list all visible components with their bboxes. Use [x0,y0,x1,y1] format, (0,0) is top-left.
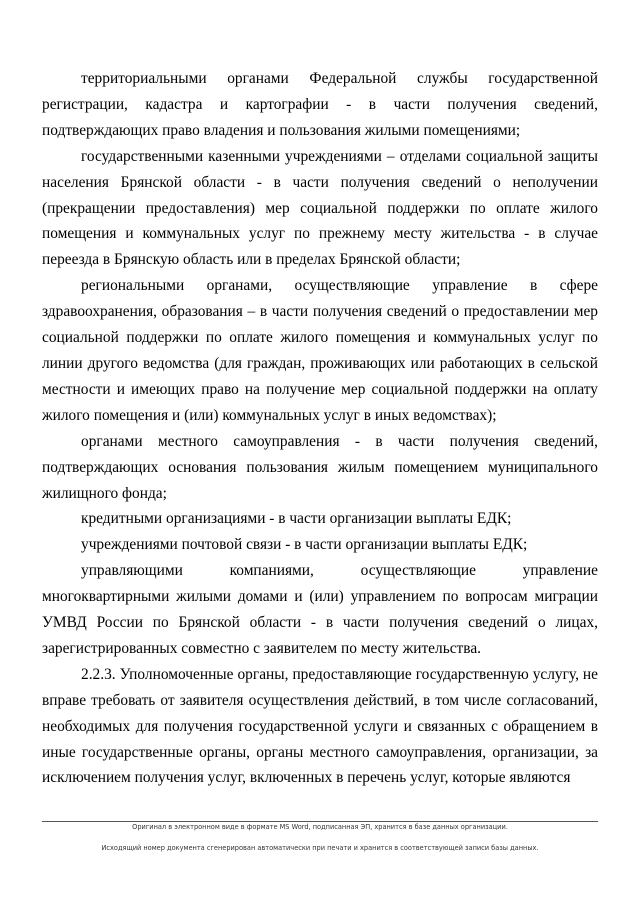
footer-divider [42,821,598,822]
paragraph-postal-service: учреждениями почтовой связи - в части организации выплаты ЕДК; [81,536,528,554]
paragraph-section-2-2-3: 2.2.3. Уполномоченные органы, предоставляющие государственную услугу, не вправе требовать от заявителя осуществления действий, в том числе согласований, необходимых для получения государственной услуги и связанных с обращением в иные государственные органы, органы местного самоуправления, организации, за исключением получения услуг, включенных в перечень услуг, которые являются [42,665,598,787]
paragraph-rosreestr: территориальными органами Федеральной службы государственной регистрации, кадастра и картографии - в части получения сведений, подтверждающих право владения и пользования жилыми помещениями; [42,70,598,139]
paragraph-social-protection: государственными казенными учреждениями – отделами социальной защиты населения Брянской области - в части получения сведений о неполучении (прекращении предоставления) мер социальной поддержки по оплате жилого помещения и коммунальных услуг по прежнему месту жительства - в случае переезда в Брянскую область или в пределах Брянской области; [42,147,598,269]
document-body [42,66,598,791]
footer-outgoing-number-note: Исходящий номер документа сгенерирован автоматически при печати и хранится в соответствующей записи базы данных. [101,844,539,852]
paragraph-management-companies: управляющими компаниями, осуществляющие управление многоквартирными жилыми домами и (или) управлением по вопросам миграции УМВД России по Брянской области - в части получения сведений о лицах, зарегистрированных совместно с заявителем по месту жительства. [42,562,598,657]
paragraph-local-government: органами местного самоуправления - в части получения сведений, подтверждающих основания пользования жилым помещением муниципального жилищного фонда; [42,432,598,502]
footer-original-note: Оригинал в электронном виде в формате MS Word, подписанная ЭП, хранится в базе данных организации. [132,823,508,831]
paragraph-regional-health-education: региональными органами, осуществляющие управление в сфере здравоохранения, образования – в части получения сведений о предоставлении мер социальной поддержки по оплате жилого помещения и коммунальных услуг по линии другого ведомства (для граждан, проживающих или работающих в сельской местности и имеющих право на получение мер социальной поддержки на оплату жилого помещения и (или) коммунальных услуг в иных ведомствах); [42,277,598,424]
paragraph-credit-organizations: кредитными организациями - в части организации выплаты ЕДК; [81,510,512,528]
